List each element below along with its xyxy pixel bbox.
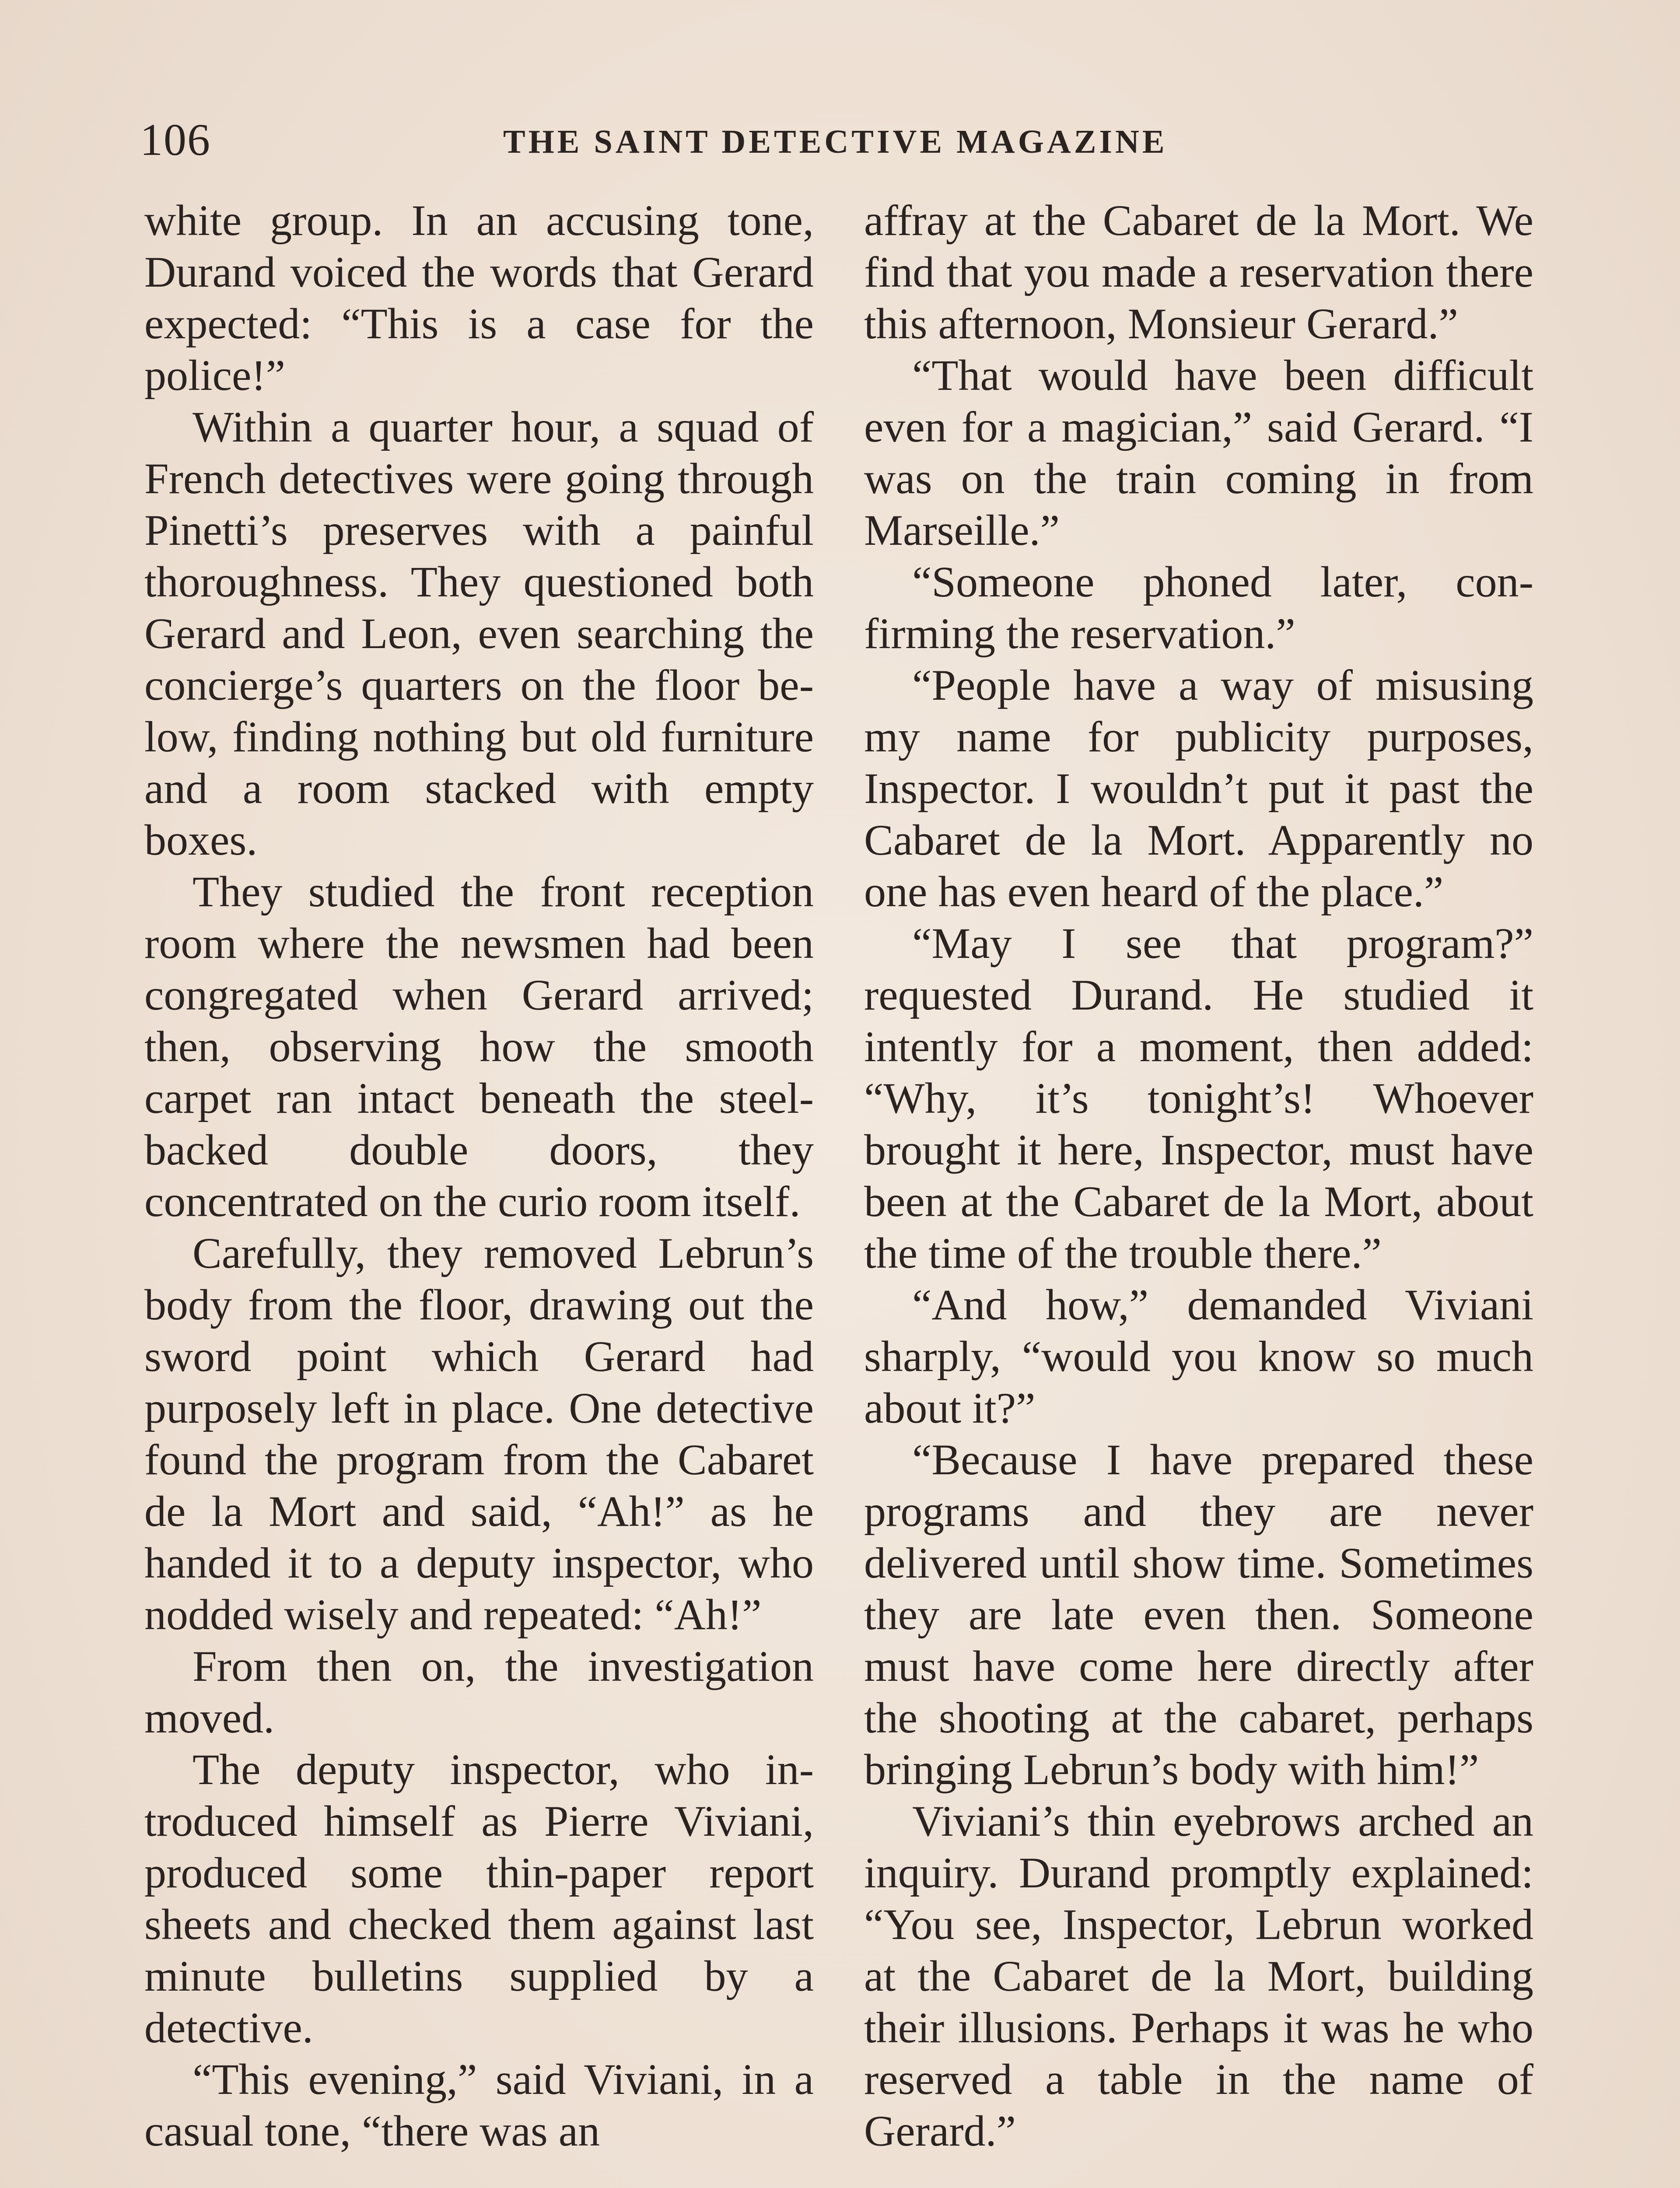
paragraph: “People have a way of misusing my name for publicity purposes, Inspector. I wouldn’t put it past the Cabaret de la Mort. Apparently no one has even heard of the place.” xyxy=(864,661,1533,916)
paragraph: “Someone phoned later, confirming the reservation.” xyxy=(864,558,1533,658)
paragraph: The deputy inspector, who introduced himself as Pierre Viviani, produced some thin-paper report sheets and checked them against last minute bulletins supplied by a detective. xyxy=(144,1745,814,2052)
paragraph: “And how,” demanded Viviani sharply, “would you know so much about it?” xyxy=(864,1280,1533,1432)
page-header xyxy=(140,109,1536,171)
paragraph: Viviani’s thin eyebrows arched an inquiry. Durand promptly explained: “You see, Inspector, Lebrun worked at the Cabaret de la Mort, building their illusions. Perhaps it was he who reserved a table in the name of Gerard.” xyxy=(864,1797,1533,2155)
paragraph: affray at the Cabaret de la Mort. We find that you made a reservation there this afternoon, Monsieur Gerard.” xyxy=(864,196,1533,348)
paragraph: “That would have been difficult even for a magician,” said Gerard. “I was on the train coming in from Marseille.” xyxy=(864,351,1533,554)
paragraph: Within a quarter hour, a squad of French detectives were going through Pinetti’s preserves with a painful thoroughness. They questioned both Gerard and Leon, even searching the concierge’s quarters on the floor below, finding nothing but old furniture and a room stacked with empty boxes. xyxy=(144,403,814,864)
paragraph: “Because I have prepared these programs and they are never delivered until show time. Sometimes they are late even then. Someone must have come here directly after the shooting at the cabaret, perhaps bringing Lebrun’s body with him!” xyxy=(864,1435,1533,1794)
paragraph: “May I see that program?” requested Durand. He studied it intently for a moment, then added: “Why, it’s tonight’s! Whoever brought it here, Inspector, must have been at the Cabaret de la Mort, about the time of the trouble there.” xyxy=(864,919,1533,1277)
paragraph: From then on, the investigation moved. xyxy=(144,1642,814,1742)
page-number: 106 xyxy=(140,115,211,165)
paragraph: Carefully, they removed Lebrun’s body from the floor, drawing out the sword point which Gerard had purposely left in place. One detective found the program from the Cabaret de la Mort and said, “Ah!” as he handed it to a deputy inspector, who nodded wisely and repeated: “Ah!” xyxy=(144,1229,814,1639)
paragraph: They studied the front reception room where the newsmen had been congregated when Gerard arrived; then, observing how the smooth carpet ran intact beneath the steel-backed double doors, they concentrated on the curio room itself. xyxy=(144,867,814,1226)
paragraph: “This evening,” said Viviani, in a casual tone, “there was an xyxy=(144,2055,814,2155)
left-text-column xyxy=(144,195,814,2188)
right-text-column xyxy=(864,195,1533,2188)
running-title: THE SAINT DETECTIVE MAGAZINE xyxy=(503,123,1168,160)
paragraph: white group. In an accusing tone, Durand voiced the words that Gerard expected: “This is a case for the police!” xyxy=(144,196,814,400)
